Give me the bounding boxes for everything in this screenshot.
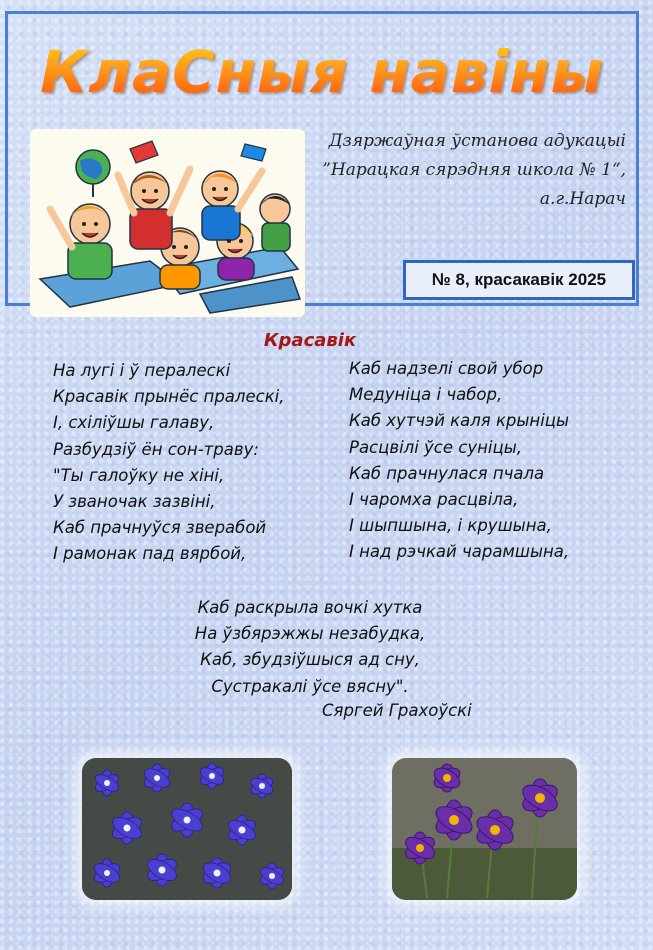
masthead-frame [5, 11, 639, 306]
poem-line: На лугі і ў пералескі [53, 361, 231, 380]
poem-line: І рамонак пад вярбой, [53, 544, 247, 564]
poem-line: Расцвілі ўсе суніцы, [349, 437, 522, 457]
poem-line: "Ты галоўку не хіні, [53, 465, 225, 485]
poem-line: Каб, збудзіўшыся ад сну, [200, 650, 420, 670]
poem-line: Каб раскрыла вочкі хутка [197, 598, 423, 617]
poem-line: Каб прачнуўся зверабой [53, 518, 267, 538]
hepatica-flowers-photo [82, 758, 292, 900]
school-line-2: ”Нарацкая сярэдняя школа № 1“, [322, 160, 626, 180]
newspaper-title: КлаСныя навіны [8, 38, 636, 106]
poem-line: Каб прачнулася пчала [349, 463, 545, 483]
poem-line: Каб хутчэй каля крыніцы [349, 411, 570, 431]
poem-line: У званочак зазвіні, [53, 492, 216, 512]
poem-closing-stanza [160, 595, 460, 700]
school-line-1: Дзяржаўная ўстанова адукацыі [328, 131, 626, 151]
poem-line: І шыпшына, і крушына, [349, 516, 552, 536]
poem-left-column [53, 358, 284, 568]
school-info [296, 127, 626, 214]
poem-line: На ўзбярэжжы незабудка, [194, 624, 426, 644]
poem-line: Сустракалі ўсе вясну". [211, 676, 409, 696]
poem-line: Медуніца і чабор, [349, 385, 503, 405]
poem-line: І, схіліўшы галаву, [53, 413, 215, 433]
schoolchildren-illustration [30, 129, 305, 317]
poem-line: І над рэчкай чарамшына, [349, 542, 570, 562]
pasqueflower-photo [392, 758, 577, 900]
poem-line: Разбудзіў ён сон-траву: [53, 439, 259, 459]
poem-line: І чаромха расцвіла, [349, 490, 519, 510]
poem-line: Красавік прынёс пралескі, [53, 387, 285, 407]
school-line-3: а.г.Нарач [539, 189, 626, 209]
poem-title: Красавік [263, 330, 357, 351]
poem-right-column [349, 356, 569, 566]
poem-author: Сяргей Грахоўскі [322, 701, 472, 720]
issue-badge: № 8, красакавік 2025 [403, 260, 635, 300]
poem-line: Каб надзелі свой убор [349, 359, 544, 378]
